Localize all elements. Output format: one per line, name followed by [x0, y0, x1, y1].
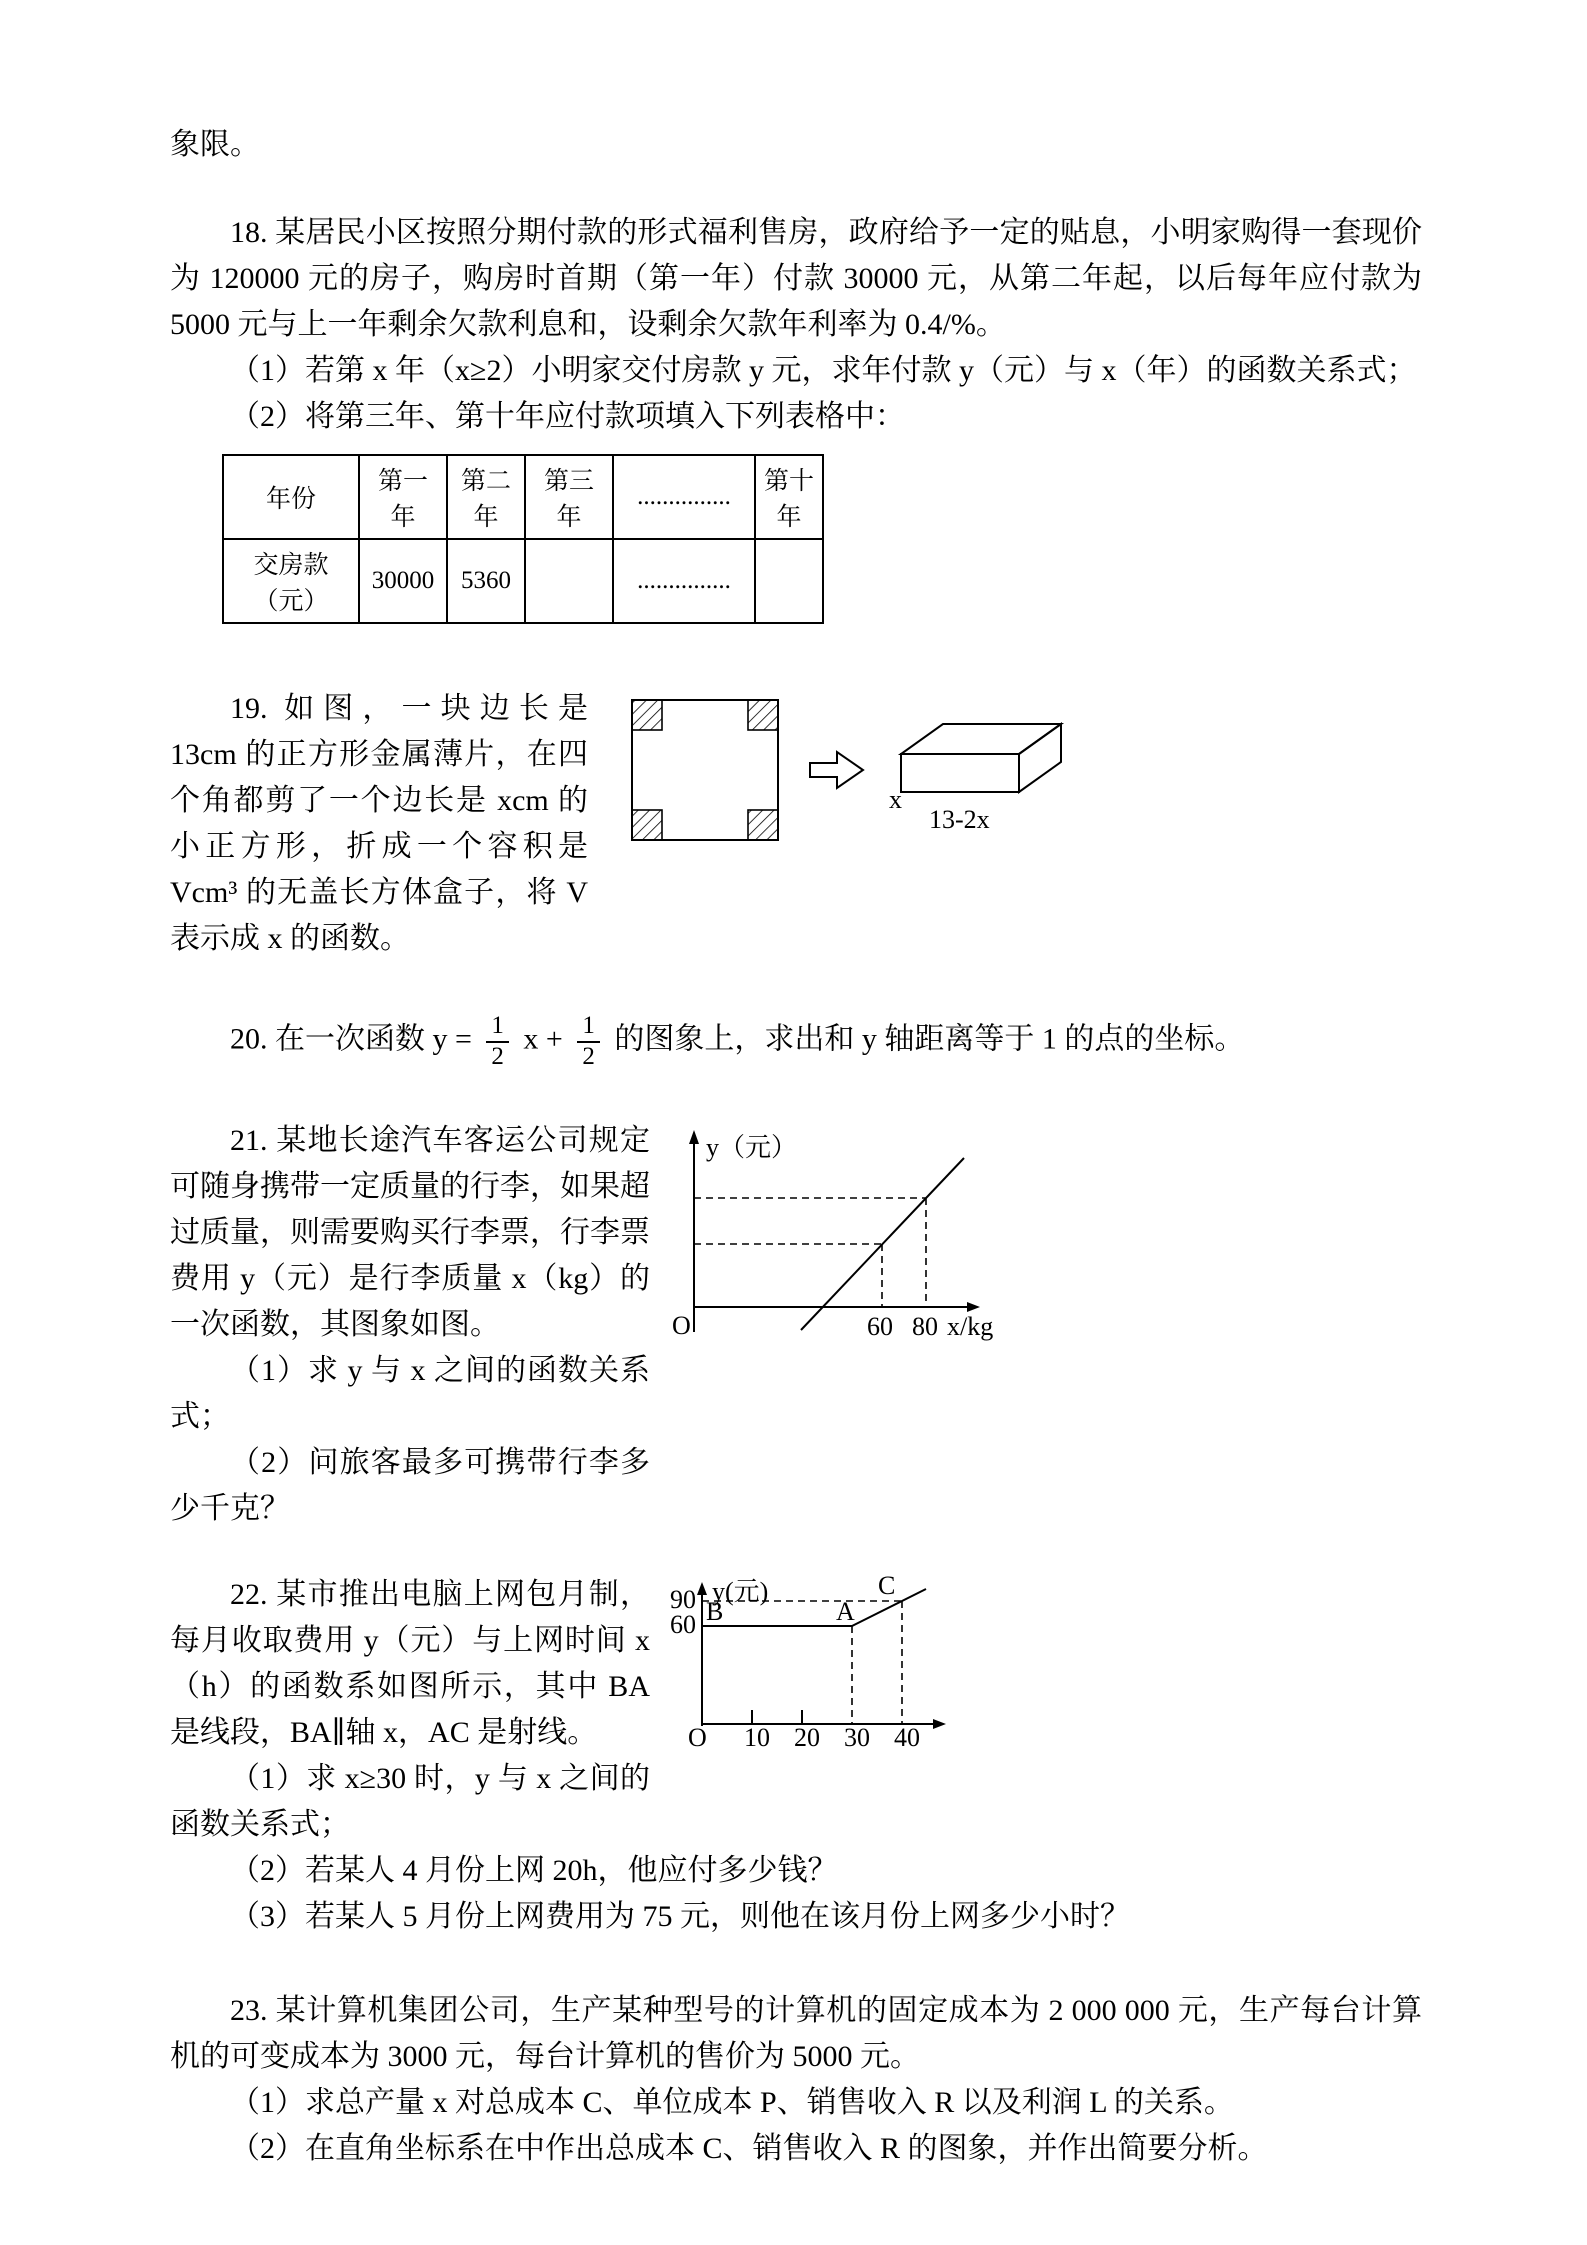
q21-text-column	[170, 1118, 650, 1532]
fraction-denominator: 2	[582, 1042, 595, 1070]
intro-line: 象限。	[170, 128, 260, 161]
q18-td-5360: 5360	[447, 539, 525, 623]
q20-mid: x +	[523, 1022, 563, 1056]
fraction-numerator: 1	[486, 1012, 509, 1043]
q23-item-1: （1）求总产量 x 对总成本 C、单位成本 P、销售收入 R 以及利润 L 的关系。	[230, 2085, 1234, 2119]
q22-tick-90: 90	[670, 1584, 696, 1614]
y-axis-arrow-icon	[697, 1582, 707, 1595]
q18-item-1: （1）若第 x 年（x≥2）小明家交付房款 y 元，求年付款 y（元）与 x（年）的函数关系式；	[230, 354, 1417, 387]
q21-tick-80: 80	[912, 1311, 938, 1341]
q22-point-C-label: C	[878, 1575, 896, 1600]
corner-cut-top-right	[748, 700, 778, 730]
q18-td-dots: ...............	[613, 539, 755, 623]
q23-item-2: （2）在直角坐标系在中作出总成本 C、销售收入 R 的图象，并作出简要分析。	[230, 2131, 1268, 2165]
q20-prefix: 20. 在一次函数 y =	[230, 1022, 472, 1056]
q18-th-year: 年份	[223, 455, 359, 539]
q20-fraction-2	[577, 1012, 600, 1072]
q18-paragraph: 18. 某居民小区按照分期付款的形式福利售房，政府给予一定的贴息，小明家购得一套现价为 120000 元的房子，购房时首期（第一年）付款 30000 元，从第二年起，以后每年应付款为 5000 元与上一年剩余欠款利息和，设剩余欠款年利率为 0.4/%。	[170, 216, 1422, 341]
q22-tick-x20: 20	[794, 1722, 820, 1752]
q21-graph-figure	[664, 1118, 999, 1342]
fold-arrow-icon	[807, 747, 867, 793]
q21-y-axis-label: y（元）	[706, 1132, 798, 1162]
q22-item-3: （3）若某人 5 月份上网费用为 75 元，则他在该月份上网多少小时？	[230, 1899, 1130, 1933]
q21-tick-60: 60	[867, 1311, 893, 1341]
q21-item-2: （2）问旅客最多可携带行李多少千克？	[170, 1445, 650, 1525]
corner-cut-top-left	[632, 700, 662, 730]
q22-point-B-label: B	[706, 1596, 724, 1626]
q18-payment-table	[222, 454, 824, 624]
q21-paragraph: 21. 某地长途汽车客运公司规定可随身携带一定质量的行李，如果超过质量，则需要购买行李票，行李票费用 y（元）是行李质量 x（kg）的一次函数，其图象如图。	[170, 1123, 650, 1341]
q22-graph-figure	[664, 1572, 964, 1761]
q22-tick-x30: 30	[844, 1722, 870, 1752]
fraction-numerator: 1	[577, 1012, 600, 1043]
q18-th-year3: 第三年	[525, 455, 613, 539]
x-axis-arrow-icon	[967, 1302, 980, 1312]
q22-origin-label: O	[688, 1722, 707, 1752]
q19-figure	[618, 686, 1126, 846]
q21-luggage-fee-graph	[664, 1124, 999, 1342]
corner-cut-bottom-left	[632, 810, 662, 840]
q22-text-column	[170, 1572, 650, 1848]
question-18	[170, 210, 1422, 624]
question-19	[170, 686, 1422, 962]
q19-open-box-diagram	[881, 704, 1126, 836]
q20-text	[170, 1012, 1422, 1072]
box-width-label: 13-2x	[929, 805, 990, 834]
q18-table-header-row	[223, 455, 823, 539]
q22-tick-60: 60	[670, 1609, 696, 1639]
q18-th-year2: 第二年	[447, 455, 525, 539]
corner-cut-bottom-right	[748, 810, 778, 840]
q18-th-year10: 第十年	[755, 455, 823, 539]
question-21	[170, 1118, 1422, 1532]
q18-th-year1: 第一年	[359, 455, 447, 539]
question-20	[170, 1012, 1422, 1072]
q18-td-year10-blank	[755, 539, 823, 623]
fraction-denominator: 2	[491, 1042, 504, 1070]
q20-fraction-1	[486, 1012, 509, 1072]
q22-internet-fee-graph	[664, 1576, 964, 1761]
q18-td-label: 交房款（元）	[223, 539, 359, 623]
q22-paragraph: 22. 某市推出电脑上网包月制，每月收取费用 y（元）与上网时间 x（h）的函数系如图所示，其中 BA 是线段，BA∥轴 x，AC 是射线。	[170, 1577, 650, 1749]
q22-tick-x10: 10	[744, 1722, 770, 1752]
q18-td-30000: 30000	[359, 539, 447, 623]
q22-point-A-label: A	[836, 1596, 855, 1626]
q22-item-2: （2）若某人 4 月份上网 20h，他应付多少钱？	[230, 1853, 838, 1887]
x-axis-arrow-icon	[933, 1719, 946, 1729]
question-23	[170, 1988, 1422, 2172]
q18-item-2: （2）将第三年、第十年应付款项填入下列表格中：	[230, 400, 905, 433]
box-height-label: x	[889, 785, 902, 814]
q18-table-data-row	[223, 539, 823, 623]
q21-origin-label: O	[672, 1310, 691, 1340]
q19-square-sheet-diagram	[618, 694, 793, 846]
q22-item-1: （1）求 x≥30 时，y 与 x 之间的函数关系式；	[170, 1761, 650, 1841]
q19-paragraph: 19. 如图，一块边长是 13cm 的正方形金属薄片，在四个角都剪了一个边长是 xcm 的小正方形，折成一个容积是 Vcm³ 的无盖长方体盒子，将 V 表示成 x 的函数。	[170, 692, 588, 955]
q21-x-axis-label: x/kg	[947, 1311, 994, 1341]
q21-item-1: （1）求 y 与 x 之间的函数关系式；	[170, 1353, 650, 1433]
q22-tick-x40: 40	[894, 1722, 920, 1752]
q18-th-dots: ...............	[613, 455, 755, 539]
q20-suffix: 的图象上，求出和 y 轴距离等于 1 的点的坐标。	[614, 1022, 1245, 1056]
y-axis-arrow-icon	[689, 1130, 699, 1144]
q23-paragraph: 23. 某计算机集团公司，生产某种型号的计算机的固定成本为 2 000 000 元，生产每台计算机的可变成本为 3000 元，每台计算机的售价为 5000 元。	[170, 1993, 1422, 2073]
question-22	[170, 1572, 1422, 1940]
q18-td-year3-blank	[525, 539, 613, 623]
q22-y-axis-label: y(元)	[712, 1576, 769, 1606]
